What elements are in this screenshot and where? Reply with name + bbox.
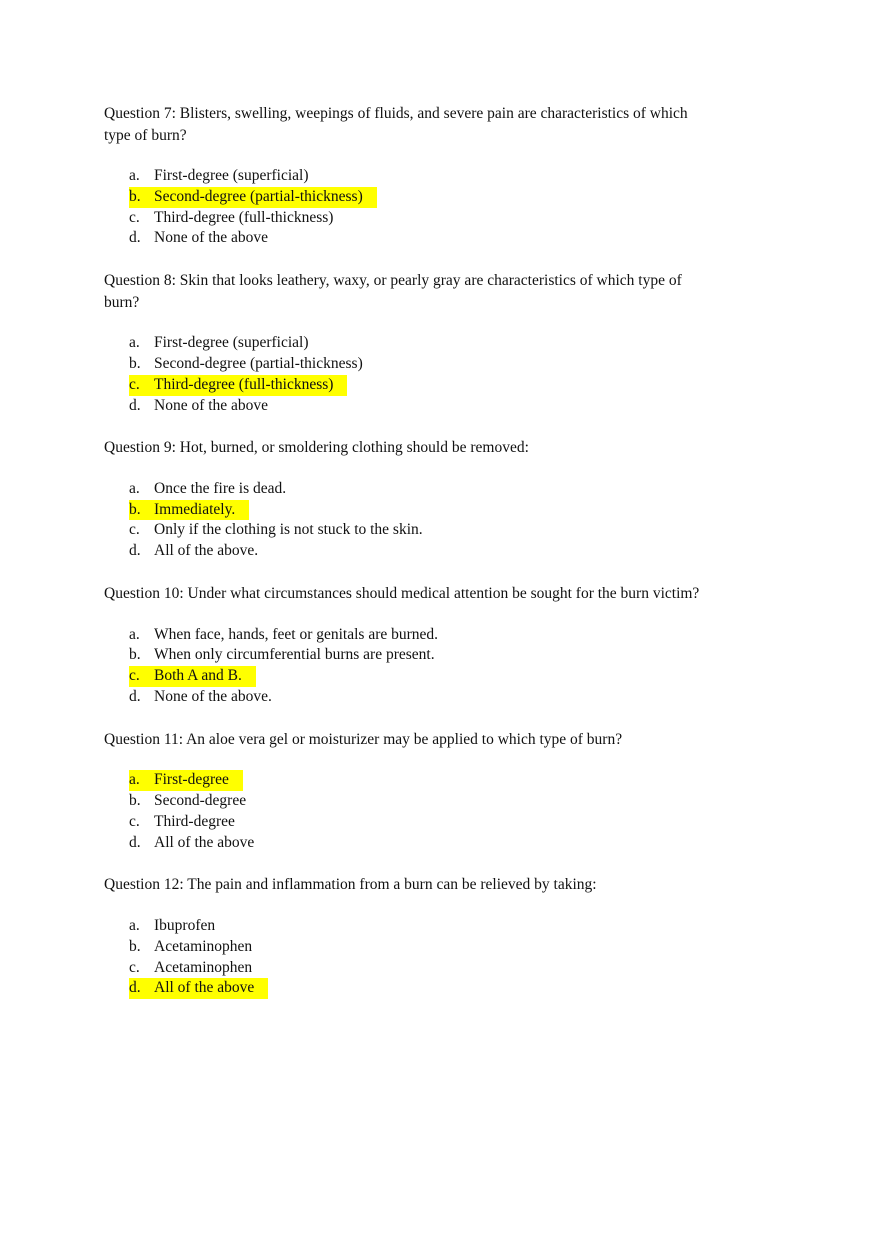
option-wrap bbox=[129, 937, 266, 958]
option-letter: a. bbox=[129, 916, 140, 934]
option-letter: b. bbox=[129, 792, 141, 810]
option-wrap bbox=[129, 978, 268, 999]
option-list bbox=[104, 166, 744, 249]
option-d bbox=[129, 687, 744, 708]
option-letter: a. bbox=[129, 479, 140, 497]
quiz-content bbox=[104, 103, 744, 999]
option-a bbox=[129, 333, 744, 354]
option-list bbox=[104, 333, 744, 416]
option-letter: d. bbox=[129, 979, 141, 997]
option-letter: a. bbox=[129, 167, 140, 184]
option-a bbox=[129, 916, 744, 937]
option-text: Acetaminophen bbox=[154, 958, 253, 976]
option-d bbox=[129, 396, 744, 417]
option-wrap bbox=[129, 791, 260, 812]
option-letter: c. bbox=[129, 375, 140, 393]
option-text: First-degree (superficial) bbox=[154, 334, 309, 352]
option-a bbox=[129, 625, 744, 646]
question-text: Question 7: Blisters, swelling, weepings of fluids, and severe pain are characteristics of which type of burn? bbox=[104, 105, 688, 144]
question-text: Question 8: Skin that looks leathery, waxy, or pearly gray are characteristics of which type of burn? bbox=[104, 272, 682, 311]
option-a bbox=[129, 166, 744, 187]
option-text: When face, hands, feet or genitals are burned. bbox=[154, 625, 439, 643]
option-text: First-degree bbox=[154, 771, 229, 789]
option-b bbox=[129, 791, 744, 812]
option-wrap bbox=[129, 666, 256, 687]
option-c bbox=[129, 812, 744, 833]
option-wrap bbox=[129, 228, 282, 249]
option-letter: c. bbox=[129, 521, 140, 539]
option-text: Immediately. bbox=[154, 500, 236, 518]
option-letter: b. bbox=[129, 937, 141, 955]
option-text: None of the above bbox=[154, 396, 269, 414]
option-wrap bbox=[129, 958, 266, 979]
option-b bbox=[129, 645, 744, 666]
option-list bbox=[104, 625, 744, 708]
option-text: Acetaminophen bbox=[154, 937, 253, 955]
option-text: When only circumferential burns are present. bbox=[154, 646, 435, 664]
option-list bbox=[104, 916, 744, 999]
option-letter: b. bbox=[129, 354, 141, 372]
question-8 bbox=[104, 270, 744, 416]
option-letter: c. bbox=[129, 812, 140, 830]
option-d bbox=[129, 228, 744, 249]
option-b bbox=[129, 187, 744, 208]
option-wrap bbox=[129, 500, 249, 521]
option-letter: d. bbox=[129, 542, 141, 560]
option-wrap bbox=[129, 396, 282, 417]
option-text: All of the above. bbox=[154, 542, 259, 560]
option-c bbox=[129, 375, 744, 396]
question-7 bbox=[104, 103, 744, 249]
option-text: None of the above. bbox=[154, 687, 272, 705]
option-wrap bbox=[129, 625, 452, 646]
option-text: Only if the clothing is not stuck to the skin. bbox=[154, 521, 423, 539]
option-text: None of the above bbox=[154, 229, 269, 247]
option-letter: d. bbox=[129, 833, 141, 851]
option-list bbox=[104, 770, 744, 853]
option-text: Both A and B. bbox=[154, 667, 242, 685]
option-wrap bbox=[129, 479, 300, 500]
option-d bbox=[129, 833, 744, 854]
option-wrap bbox=[129, 541, 272, 562]
option-wrap bbox=[129, 208, 347, 229]
option-b bbox=[129, 354, 744, 375]
option-b bbox=[129, 937, 744, 958]
option-text: Second-degree (partial-thickness) bbox=[154, 354, 363, 372]
question-11 bbox=[104, 729, 744, 854]
option-letter: b. bbox=[129, 500, 141, 518]
option-c bbox=[129, 958, 744, 979]
option-letter: b. bbox=[129, 187, 141, 205]
option-a bbox=[129, 479, 744, 500]
option-wrap bbox=[129, 770, 243, 791]
option-text: First-degree (superficial) bbox=[154, 167, 309, 184]
option-wrap bbox=[129, 187, 377, 208]
option-c bbox=[129, 208, 744, 229]
option-text: Second-degree bbox=[154, 792, 247, 810]
option-letter: a. bbox=[129, 625, 140, 643]
option-b bbox=[129, 500, 744, 521]
option-wrap bbox=[129, 833, 268, 854]
option-wrap bbox=[129, 687, 286, 708]
option-wrap bbox=[129, 333, 323, 354]
option-letter: c. bbox=[129, 208, 140, 226]
option-text: Ibuprofen bbox=[154, 916, 216, 934]
option-text: Third-degree bbox=[154, 812, 235, 830]
question-12 bbox=[104, 874, 744, 999]
option-wrap bbox=[129, 166, 323, 187]
option-letter: a. bbox=[129, 771, 140, 789]
option-d bbox=[129, 978, 744, 999]
option-d bbox=[129, 541, 744, 562]
option-text: Third-degree (full-thickness) bbox=[154, 375, 334, 393]
option-c bbox=[129, 666, 744, 687]
option-letter: d. bbox=[129, 687, 141, 705]
option-letter: d. bbox=[129, 396, 141, 414]
option-letter: a. bbox=[129, 334, 140, 352]
option-text: Second-degree (partial-thickness) bbox=[154, 187, 363, 205]
option-text: All of the above bbox=[154, 979, 255, 997]
option-letter: c. bbox=[129, 958, 140, 976]
option-text: Once the fire is dead. bbox=[154, 479, 287, 497]
option-letter: c. bbox=[129, 667, 140, 685]
option-c bbox=[129, 520, 744, 541]
option-wrap bbox=[129, 916, 229, 937]
option-wrap bbox=[129, 354, 377, 375]
option-a bbox=[129, 770, 744, 791]
question-text: Question 10: Under what circumstances should medical attention be sought for the burn victim? bbox=[104, 585, 700, 603]
option-text: All of the above bbox=[154, 833, 255, 851]
option-wrap bbox=[129, 375, 347, 396]
option-text: Third-degree (full-thickness) bbox=[154, 208, 334, 226]
question-9 bbox=[104, 437, 744, 562]
option-wrap bbox=[129, 520, 437, 541]
option-wrap bbox=[129, 812, 249, 833]
option-list bbox=[104, 479, 744, 562]
question-text: Question 12: The pain and inflammation from a burn can be relieved by taking: bbox=[104, 876, 597, 894]
question-text: Question 9: Hot, burned, or smoldering clothing should be removed: bbox=[104, 439, 529, 457]
option-letter: d. bbox=[129, 229, 141, 247]
question-text: Question 11: An aloe vera gel or moisturizer may be applied to which type of burn? bbox=[104, 730, 623, 748]
option-wrap bbox=[129, 645, 449, 666]
option-letter: b. bbox=[129, 646, 141, 664]
question-10 bbox=[104, 583, 744, 708]
